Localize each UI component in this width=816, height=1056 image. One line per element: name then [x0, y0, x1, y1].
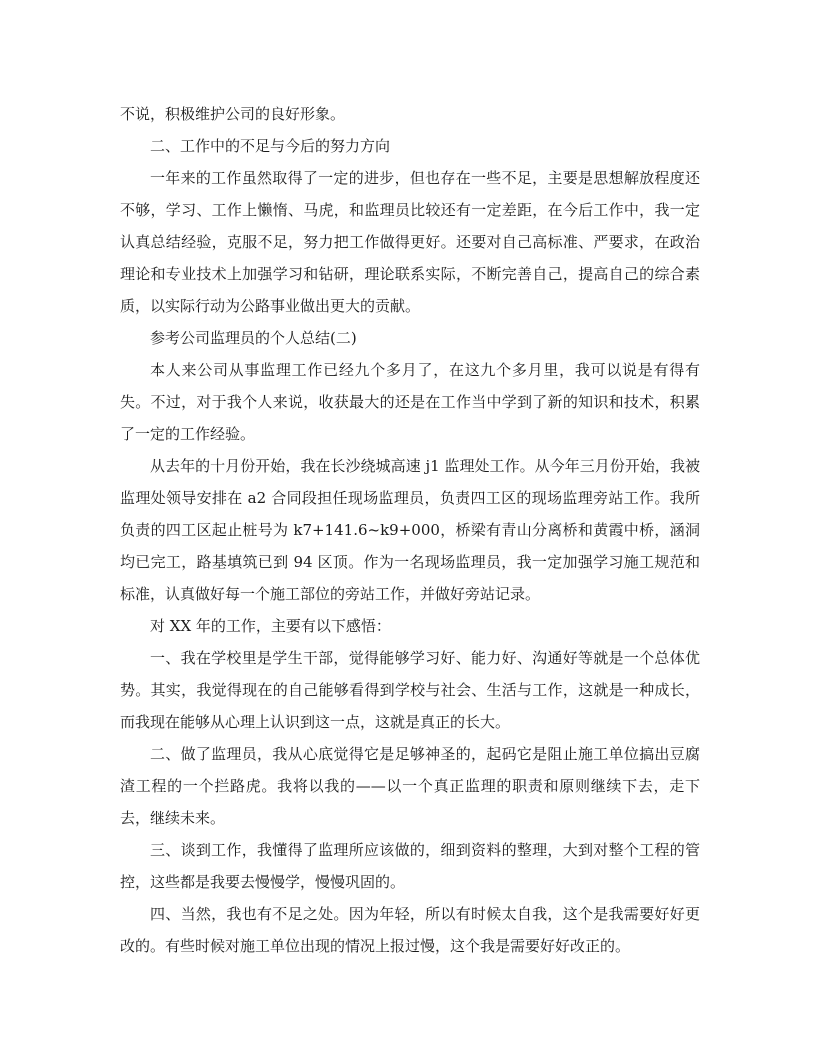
- reflection-item-1: 一、我在学校里是学生干部，觉得能够学习好、能力好、沟通好等就是一个总体优势。其实，我觉得现在的自己能够看得到学校与社会、生活与工作，这就是一种成长，而我现在能够从心理上认识到这一点，这就是真正的长大。: [120, 649, 700, 731]
- paragraph-continuation: 不说，积极维护公司的良好形象。: [120, 105, 346, 123]
- paragraph-work-assignment: 从去年的十月份开始，我在长沙绕城高速 j1 监理处工作。从今年三月份开始，我被监理处领导安排在 a2 合同段担任现场监理员，负责四工区的现场监理旁站工作。我所负责的四工区起止桩号为 k7+141.6~k9+000，桥梁有青山分离桥和黄霞中桥，涵洞均已完工，路基填筑已到 94 区顶。作为一名现场监理员，我一定加强学习施工规范和标准，认真做好每一个施工部位的旁站工作，并做好旁站记录。: [120, 457, 700, 603]
- reflection-item-4: 四、当然，我也有不足之处。因为年轻，所以有时候太自我，这个是我需要好好更改的。有些时候对施工单位出现的情况上报过慢，这个我是需要好好改正的。: [120, 905, 700, 955]
- document-subtitle: 参考公司监理员的个人总结(二): [150, 329, 357, 347]
- document-page: [120, 98, 700, 962]
- section-heading-shortcomings: 二、工作中的不足与今后的努力方向: [150, 137, 391, 155]
- paragraph-intro: 本人来公司从事监理工作已经九个多月了，在这九个多月里，我可以说是有得有失。不过，对于我个人来说，收获最大的还是在工作当中学到了新的知识和技术，积累了一定的工作经验。: [120, 361, 700, 443]
- paragraph-reflections-lead: 对 XX 年的工作，主要有以下感悟：: [150, 617, 391, 635]
- paragraph-shortcomings: 一年来的工作虽然取得了一定的进步，但也存在一些不足，主要是思想解放程度还不够，学习、工作上懒惰、马虎，和监理员比较还有一定差距，在今后工作中，我一定认真总结经验，克服不足，努力把工作做得更好。还要对自己高标准、严要求，在政治理论和专业技术上加强学习和钻研，理论联系实际，不断完善自己，提高自己的综合素质，以实际行动为公路事业做出更大的贡献。: [120, 169, 700, 315]
- reflection-item-3: 三、谈到工作，我懂得了监理所应该做的，细到资料的整理，大到对整个工程的管控，这些都是我要去慢慢学，慢慢巩固的。: [120, 841, 700, 891]
- reflection-item-2: 二、做了监理员，我从心底觉得它是足够神圣的，起码它是阻止施工单位搞出豆腐渣工程的一个拦路虎。我将以我的——以一个真正监理的职责和原则继续下去，走下去，继续未来。: [120, 745, 700, 827]
